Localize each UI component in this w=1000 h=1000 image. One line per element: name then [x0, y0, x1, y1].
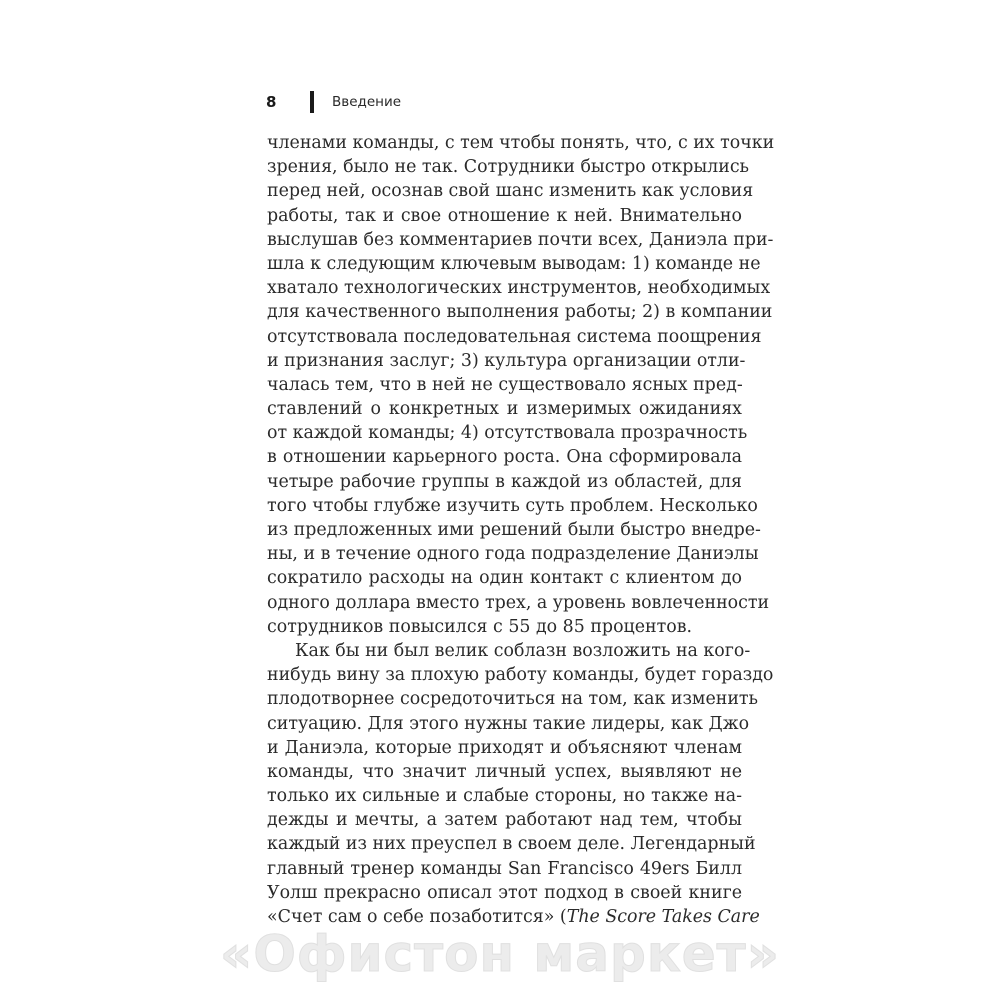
text-line: от каждой команды; 4) отсутствовала прозрачность [267, 423, 748, 444]
text-line: команды, что значит личный успех, выявляют не [267, 761, 742, 782]
text-line-final-regular: «Счет сам о себе позаботится» ( [267, 907, 567, 927]
text-line: чалась тем, что в ней не существовало ясных пред- [267, 374, 743, 395]
text-line: ситуацию. Для этого нужны такие лидеры, как Джо [267, 713, 750, 734]
text-line: в отношении карьерного роста. Она сформировала [267, 447, 742, 468]
text-line: хватало технологических инструментов, необходимых [267, 278, 771, 299]
text-line: сократило расходы на один контакт с клиентом до [267, 568, 742, 589]
text-line: зрения, было не так. Сотрудники быстро открылись [267, 157, 750, 178]
text-line: и признания заслуг; 3) культура организации отли- [267, 350, 746, 371]
text-line-paragraph-start: Как бы ни был велик соблазн возложить на кого- [295, 640, 751, 661]
text-line: только их сильные и слабые стороны, но также на- [267, 786, 742, 807]
text-line: и Даниэла, которые приходят и объясняют членам [267, 737, 742, 758]
header-divider-bar [310, 91, 314, 113]
text-line: отсутствовала последовательная система поощрения [267, 326, 762, 347]
text-line: ны, и в течение одного года подразделение Даниэлы [267, 544, 759, 565]
text-line: выслушав без комментариев почти всех, Даниэла при- [267, 229, 774, 250]
watermark: «Офистон маркет» [220, 925, 780, 983]
text-line: для качественного выполнения работы; 2) в компании [267, 302, 773, 323]
section-title: Введение [332, 94, 402, 110]
text-line: одного доллара вместо трех, а уровень вовлеченности [267, 592, 770, 613]
text-line: работы, так и свое отношение к ней. Внимательно [267, 205, 742, 226]
text-line: перед ней, осознав свой шанс изменить как условия [267, 181, 754, 202]
text-line: нибудь вину за плохую работу команды, будет гораздо [267, 665, 774, 686]
text-line: того чтобы глубже изучить суть проблем. Несколько [267, 495, 758, 516]
text-line: главный тренер команды San Francisco 49ers Билл [267, 858, 742, 879]
page-header [266, 90, 401, 114]
page-number: 8 [266, 93, 277, 111]
text-line: из предложенных ими решений были быстро внедре- [267, 520, 761, 540]
text-line: членами команды, с тем чтобы понять, что, с их точки [267, 133, 775, 153]
text-line: дежды и мечты, а затем работают над тем, чтобы [267, 810, 742, 831]
text-line: четыре рабочие группы в каждой из областей, для [267, 471, 742, 492]
book-title-italic: The Score Takes Care [566, 907, 760, 927]
text-line: Уолш прекрасно описал этот подход в своей книге [267, 882, 742, 903]
body-text [267, 131, 775, 929]
text-line: каждый из них преуспел в своем деле. Легендарный [267, 834, 756, 855]
text-line: шла к следующим ключевым выводам: 1) команде не [267, 253, 761, 274]
text-line-paragraph-end: сотрудников повысился с 55 до 85 процентов. [267, 616, 693, 637]
text-line: плодотворнее сосредоточиться на том, как изменить [267, 689, 759, 710]
text-line: ставлений о конкретных и измеримых ожиданиях [267, 399, 742, 420]
